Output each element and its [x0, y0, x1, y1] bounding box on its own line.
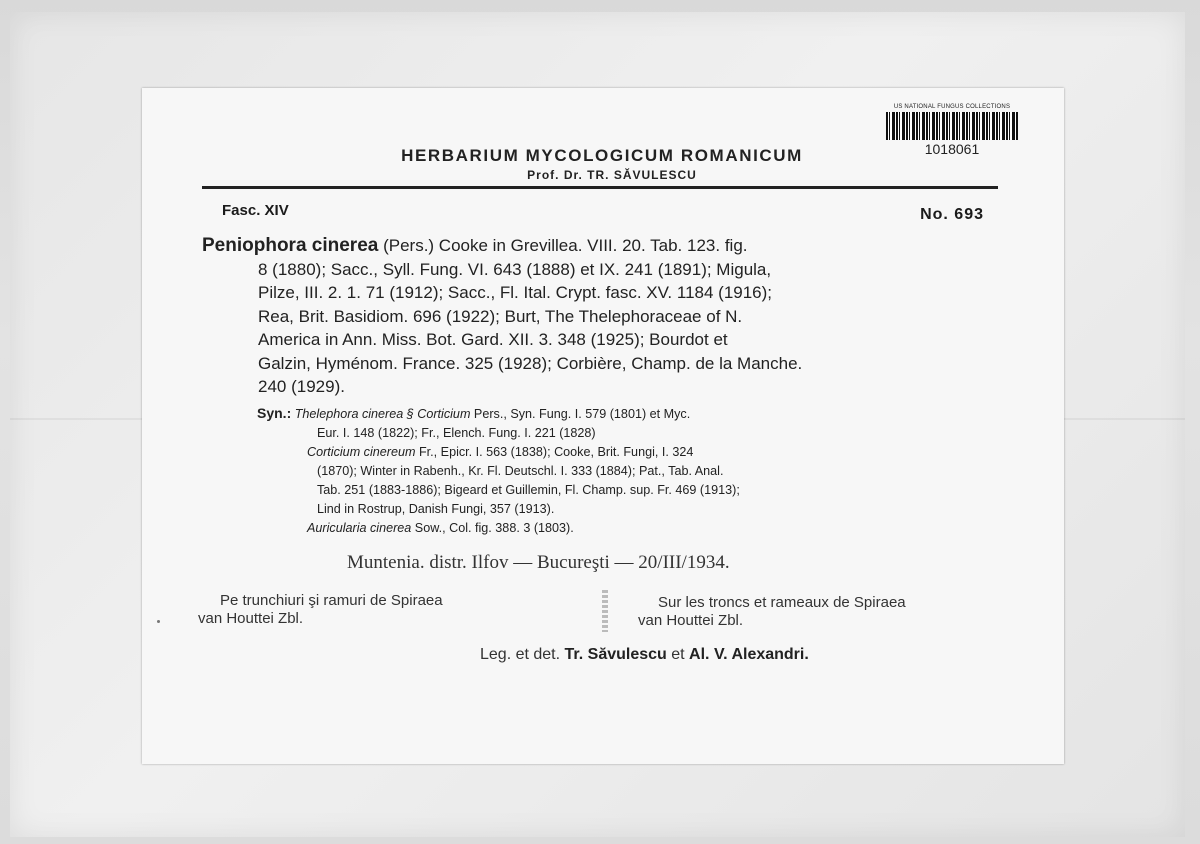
- synonym-name: Corticium cinereum: [307, 445, 416, 459]
- synonym-line: [257, 443, 1017, 462]
- collectors: [480, 646, 809, 664]
- synonyms: [257, 404, 1017, 538]
- synonym-line: [257, 519, 1017, 538]
- synonym-name: Auricularia cinerea: [307, 521, 412, 535]
- header-rule: [202, 186, 998, 189]
- locality: Muntenia. distr. Ilfov — Bucureşti — 20/III/1934.: [347, 552, 730, 573]
- herbarium-title: HERBARIUM MYCOLOGICUM ROMANICUM: [401, 146, 803, 165]
- substrate-french: [638, 594, 1018, 630]
- synonyms-label: Syn.:: [257, 405, 292, 421]
- synonym-name: Thelephora cinerea § Corticium: [294, 407, 471, 421]
- fascicle: Fasc. XIV: [222, 202, 289, 219]
- synonym-text: Pers., Syn. Fung. I. 579 (1801) et Myc.: [470, 407, 691, 421]
- citation-line: Rea, Brit. Basidiom. 696 (1922); Burt, The Thelephoraceae of N.: [258, 306, 743, 326]
- species-name: Peniophora cinerea: [202, 235, 379, 256]
- collectors-prefix: Leg. et det.: [480, 646, 561, 663]
- herbarium-subtitle: Prof. Dr. TR. SĂVULESCU: [527, 168, 697, 182]
- column-divider: [602, 590, 608, 632]
- citation-line: Pilze, III. 2. 1. 71 (1912); Sacc., Fl. Ital. Crypt. fasc. XV. 1184 (1916);: [258, 283, 773, 302]
- citation-line: 240 (1929).: [258, 377, 345, 396]
- barcode-number: 1018061: [924, 141, 980, 157]
- substrate-line: van Houttei Zbl.: [198, 610, 304, 627]
- specimen-number: No. 693: [920, 206, 984, 223]
- species-citation: [202, 234, 1010, 399]
- citation-line: 8 (1880); Sacc., Syll. Fung. VI. 643 (1888) et IX. 241 (1891); Migula,: [258, 259, 772, 279]
- citation-line: (Pers.) Cooke in Grevillea. VIII. 20. Tab. 123. fig.: [383, 236, 748, 255]
- barcode-caption: US NATIONAL FUNGUS COLLECTIONS: [893, 104, 1011, 110]
- synonym-line: Eur. I. 148 (1822); Fr., Elench. Fung. I. 221 (1828): [317, 426, 596, 440]
- citation-line: Galzin, Hyménom. France. 325 (1928); Corbière, Champ. de la Manche.: [258, 353, 803, 373]
- substrate-romanian: [198, 592, 578, 628]
- synonym-line: [257, 404, 1017, 424]
- substrate-line: Sur les troncs et rameaux de Spiraea: [658, 594, 906, 611]
- synonym-line: Lind in Rostrup, Danish Fungi, 357 (1913).: [317, 502, 555, 516]
- substrate-line: van Houttei Zbl.: [638, 612, 744, 629]
- synonym-text: Sow., Col. fig. 388. 3 (1803).: [411, 521, 574, 535]
- synonym-line: (1870); Winter in Rabenh., Kr. Fl. Deutschl. I. 333 (1884); Pat., Tab. Anal.: [317, 464, 724, 478]
- speck: [157, 620, 160, 623]
- synonym-text: Fr., Epicr. I. 563 (1838); Cooke, Brit. Fungi, I. 324: [415, 445, 694, 459]
- collector-name: Al. V. Alexandri.: [689, 646, 809, 663]
- species-line-1: [202, 234, 1010, 258]
- barcode-icon: [886, 112, 1018, 140]
- barcode-tag: [882, 102, 1022, 164]
- substrate-line: Pe trunchiuri şi ramuri de Spiraea: [220, 592, 443, 609]
- collector-name: Tr. Săvulescu: [564, 646, 667, 663]
- specimen-label: [142, 88, 1064, 764]
- synonym-line: Tab. 251 (1883-1886); Bigeard et Guillemin, Fl. Champ. sup. Fr. 469 (1913);: [317, 483, 740, 497]
- citation-line: America in Ann. Miss. Bot. Gard. XII. 3. 348 (1925); Bourdot et: [258, 330, 728, 349]
- collectors-conjunction: et: [671, 646, 685, 663]
